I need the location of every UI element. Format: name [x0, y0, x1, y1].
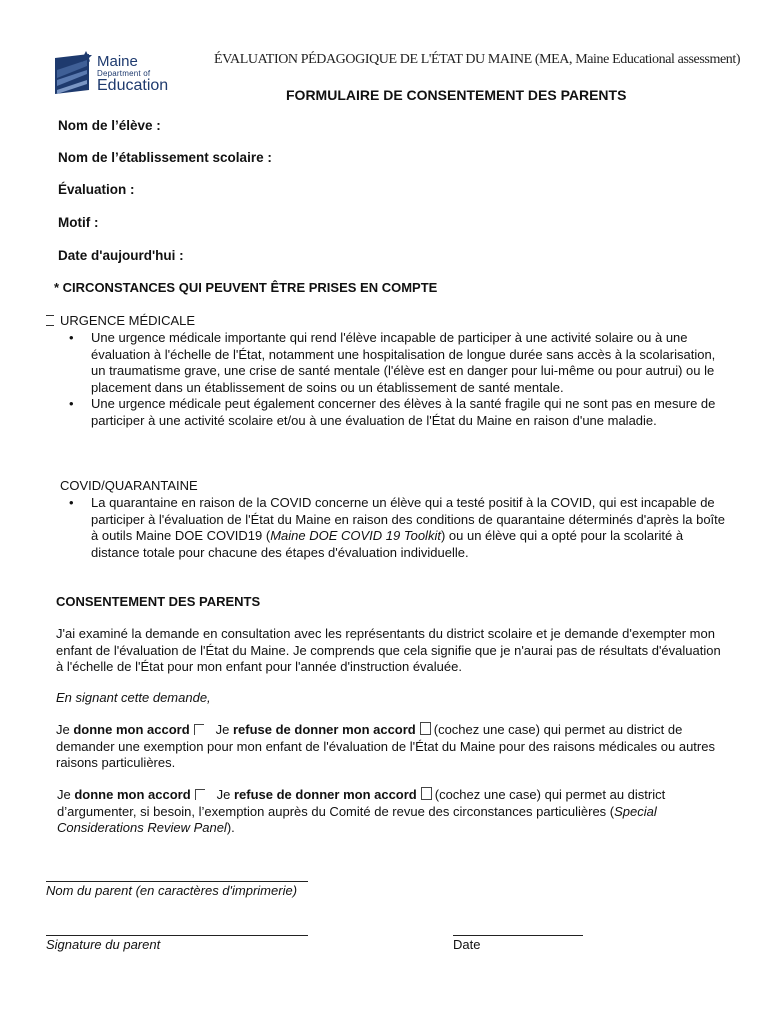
accept-label: donne mon accord	[74, 787, 191, 802]
accept-label: donne mon accord	[73, 722, 190, 737]
refuse-label: refuse de donner mon accord	[233, 787, 417, 802]
parent-name-label: Nom du parent (en caractères d'imprimerie)	[46, 883, 298, 898]
assessment-field[interactable]: Évaluation :	[58, 182, 135, 197]
date-today-field[interactable]: Date d'aujourd'hui :	[58, 248, 184, 263]
date-line[interactable]	[453, 935, 583, 936]
medical-checkbox[interactable]	[46, 315, 54, 326]
accept-checkbox-2[interactable]	[195, 789, 205, 800]
logo-dept-text: Department of	[97, 69, 151, 78]
medical-label: URGENCE MÉDICALE	[60, 313, 196, 328]
reason-field[interactable]: Motif :	[58, 215, 99, 230]
list-item: • Une urgence médicale peut également concerner des élèves à la santé fragile qui ne sont pas en mesure de participer à une activité scolaire et/ou à une évaluation de l'État du Maine en raison d'une maladie.	[66, 396, 726, 429]
signing-statement: En signant cette demande,	[56, 690, 211, 705]
logo-maine-text: Maine	[97, 53, 138, 70]
consent-option-2: Je donne mon accord Je refuse de donner mon accord (cochez une case) qui permet au district d’argumenter, si besoin, l’exemption auprès du Comité de revue des circonstances particulières (Special Considerations Review Panel).	[57, 787, 666, 835]
consent-paragraph: J'ai examiné la demande en consultation avec les représentants du district scolaire et je demande d'exempter mon enfant de l'évaluation de l'État du Maine. Je comprends que cela signifie que je n'aurai pas de résultats d'évaluation à l'échelle de l'État pour mon enfant pour l'année d'instruction évaluée.	[56, 626, 721, 674]
parent-signature-line[interactable]	[46, 935, 308, 936]
list-item: • La quarantaine en raison de la COVID concerne un élève qui a testé positif à la COVID, qui est incapable de participer à l'évaluation de l'État du Maine en raison des conditions de quarantaine déterminés d'après la boîte à outils Maine DOE COVID19 (Maine DOE COVID 19 Toolkit) ou un élève qui a opté pour la scolarité à distance totale pour chacune des étapes d'évaluation individuelle.	[66, 495, 726, 561]
covid-label: COVID/QUARANTAINE	[60, 478, 198, 493]
date-label: Date	[453, 937, 481, 952]
accept-checkbox-1[interactable]	[194, 724, 204, 735]
document-header-title: ÉVALUATION PÉDAGOGIQUE DE L'ÉTAT DU MAINE (MEA, Maine Educational assessment)	[214, 52, 741, 67]
school-name-field[interactable]: Nom de l’établissement scolaire :	[58, 150, 272, 165]
logo-emblem-icon	[53, 50, 95, 96]
circumstances-heading: * CIRCONSTANCES QUI PEUVENT ÊTRE PRISES EN COMPTE	[54, 280, 438, 295]
logo-education-text: Education	[97, 77, 169, 94]
refuse-label: refuse de donner mon accord	[232, 722, 416, 737]
covid-quarantine-option[interactable]	[46, 478, 198, 493]
maine-doe-logo	[53, 50, 178, 100]
medical-bullet-list	[66, 330, 726, 429]
refuse-checkbox-2[interactable]	[421, 787, 432, 800]
consent-heading: CONSENTEMENT DES PARENTS	[56, 594, 261, 609]
covid-bullet-list	[66, 495, 726, 561]
form-title: FORMULAIRE DE CONSENTEMENT DES PARENTS	[286, 87, 627, 103]
consent-option-1: Je donne mon accord Je refuse de donner mon accord (cochez une case) qui permet au district de demander une exemption pour mon enfant de l'évaluation de l'État du Maine pour des raisons médicales ou autres raisons particulières.	[56, 722, 715, 770]
medical-emergency-option[interactable]	[46, 313, 195, 328]
refuse-checkbox-1[interactable]	[420, 722, 431, 735]
covid-checkbox[interactable]	[46, 481, 54, 490]
student-name-field[interactable]: Nom de l’élève :	[58, 118, 161, 133]
parent-signature-label: Signature du parent	[46, 937, 161, 952]
parent-name-line[interactable]	[46, 881, 308, 882]
list-item: • Une urgence médicale importante qui rend l'élève incapable de participer à une activité solaire ou à une évaluation à l'échelle de l'État, notamment une hospitalisation de longue durée sans accès à la scolarisation, un traumatisme grave, une crise de santé mentale (l'élève est en danger pour lui-même ou pour autrui) ou le placement dans un établissement de soins ou un établissement de santé mentale.	[66, 330, 726, 396]
